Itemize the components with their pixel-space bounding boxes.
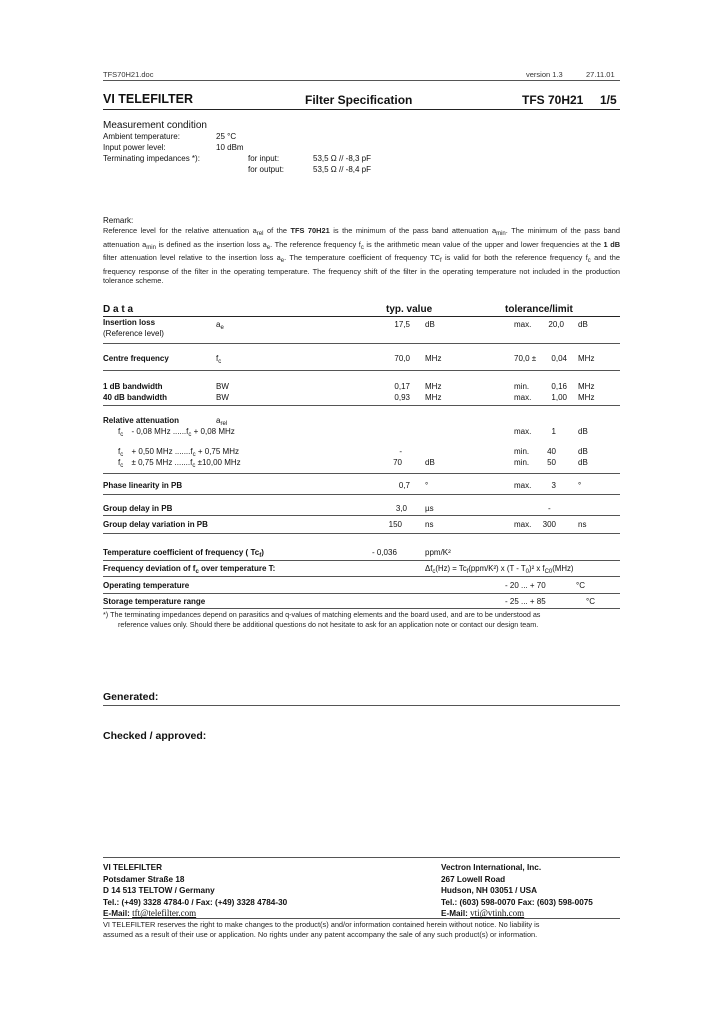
terminating-label: Terminating impedances *):	[103, 154, 200, 163]
output-label: for output:	[248, 165, 285, 174]
page-title: Filter Specification	[305, 93, 413, 107]
rule	[103, 608, 620, 609]
rel-atten-row3-value: 70	[393, 458, 402, 467]
group-delay-var-tol-kind: max.	[514, 520, 532, 529]
rule	[103, 593, 620, 594]
generated-label: Generated:	[103, 691, 159, 703]
rel-atten-row2-value: -	[399, 447, 402, 456]
phase-linearity-value: 0,7	[398, 481, 410, 490]
measurement-heading: Measurement condition	[103, 120, 207, 131]
operating-temp-label: Operating temperature	[103, 581, 190, 590]
top-rule	[103, 80, 620, 81]
footnote: *) The terminating impedances depend on parasitics and q-values of matching elements and the board used, and are to be understood as	[103, 610, 541, 619]
footnote-line2: reference values only. Should there be additional questions do not hesitate to ask for an application note or contact our design team.	[118, 620, 539, 629]
rel-atten-row1: $f_c - 0,08$ MHz $......f_c + 0,08$ MHz	[118, 427, 235, 438]
title-rule	[103, 109, 620, 110]
rule	[103, 515, 620, 516]
group-delay-value: 3,0	[395, 504, 407, 513]
insertion-loss-tol-unit: dB	[578, 320, 588, 329]
insertion-loss-tol-value: 20,0	[548, 320, 564, 329]
bw40-unit: MHz	[425, 393, 442, 402]
bw40-tol-value: 1,00	[551, 393, 567, 402]
centre-frequency-tol-unit: MHz	[578, 354, 595, 363]
table-header-rule	[103, 316, 620, 317]
rule	[103, 405, 620, 406]
freq-deviation-label: Frequency deviation of $f_c$ over temperature T:	[103, 564, 276, 575]
group-delay-var-tol-value: 300	[542, 520, 556, 529]
rule	[103, 494, 620, 495]
version: version 1.3	[526, 70, 563, 79]
temp-coeff-value: - 0,036	[372, 548, 397, 557]
rule	[103, 370, 620, 371]
storage-temp-label: Storage temperature range	[103, 597, 206, 606]
rule	[103, 473, 620, 474]
centre-frequency-label: Centre frequency	[103, 354, 169, 363]
temp-coeff-unit: ppm/K²	[425, 548, 451, 557]
reference-level-label: (Reference level)	[103, 329, 164, 338]
centre-frequency-unit: MHz	[425, 354, 442, 363]
bw1-symbol: BW	[216, 382, 229, 391]
phase-linearity-tol-unit: °	[578, 481, 582, 490]
phase-linearity-tol-value: 3	[551, 481, 556, 490]
rel-atten-symbol: $a_{rel}$	[216, 416, 228, 427]
footer-left-address: VI TELEFILTER Potsdamer Straße 18 D 14 513 TELTOW / Germany Tel.: (+49) 3328 4784-0 / Fax: (+49) 3328 4784-30 E-Mail: tft@telefilter.com	[103, 863, 288, 919]
file-name: TFS70H21.doc	[103, 70, 154, 79]
bw40-tol-kind: max.	[514, 393, 532, 402]
insertion-loss-label: Insertion loss	[103, 318, 156, 327]
bw1-tol-kind: min.	[514, 382, 530, 391]
output-value: 53,5 Ω // -8,4 pF	[313, 165, 372, 174]
group-delay-var-unit: ns	[425, 520, 434, 529]
remark-heading: Remark:	[103, 216, 134, 225]
bw40-tol-unit: MHz	[578, 393, 595, 402]
bw40-label: 40 dB bandwidth	[103, 393, 167, 402]
group-delay-var-value: 150	[388, 520, 402, 529]
insertion-loss-value: 17,5	[394, 320, 410, 329]
footer-left-email[interactable]: tft@telefilter.com	[132, 908, 197, 919]
bw40-value: 0,93	[394, 393, 410, 402]
phase-linearity-tol-kind: max.	[514, 481, 532, 490]
bw1-tol-value: 0,16	[551, 382, 567, 391]
rel-atten-label: Relative attenuation	[103, 416, 180, 425]
rel-atten-row3-tol-value: 50	[547, 458, 556, 467]
insertion-loss-unit: dB	[425, 320, 435, 329]
rel-atten-row1-tol-value: 1	[551, 427, 556, 436]
phase-linearity-label: Phase linearity in PB	[103, 481, 183, 490]
typ-value-heading: typ. value	[386, 304, 433, 315]
bw40-symbol: BW	[216, 393, 229, 402]
rule	[103, 576, 620, 577]
group-delay-var-tol-unit: ns	[578, 520, 587, 529]
bw1-value: 0,17	[394, 382, 410, 391]
rel-atten-row2-tol-kind: min.	[514, 447, 530, 456]
input-label: for input:	[248, 154, 280, 163]
footer-right-address: Vectron International, Inc. 267 Lowell Road Hudson, NH 03051 / USA Tel.: (603) 598-0070 Fax: (603) 598-0075 E-Mail: vti@vtinh.com	[441, 863, 593, 919]
centre-frequency-value: 70,0	[394, 354, 410, 363]
rel-atten-row3-tol-unit: dB	[578, 458, 588, 467]
group-delay-unit: µs	[425, 504, 434, 513]
group-delay-label: Group delay in PB	[103, 504, 173, 513]
centre-frequency-tol-kind: 70,0 ±	[514, 354, 537, 363]
rel-atten-row1-tol-unit: dB	[578, 427, 588, 436]
rel-atten-row1-tol-kind: max.	[514, 427, 532, 436]
ambient-label: Ambient temperature:	[103, 132, 180, 141]
disclaimer-line1: VI TELEFILTER reserves the right to make changes to the product(s) and/or information contained herein without notice. No liability is	[103, 920, 540, 929]
storage-temp-unit: °C	[586, 597, 595, 606]
data-heading: D a t a	[103, 304, 134, 315]
footer-rule	[103, 857, 620, 858]
rel-atten-row3-unit: dB	[425, 458, 435, 467]
power-value: 10 dBm	[216, 143, 244, 152]
checked-label: Checked / approved:	[103, 730, 207, 742]
bw1-unit: MHz	[425, 382, 442, 391]
group-delay-var-label: Group delay variation in PB	[103, 520, 208, 529]
footer-rule-2	[103, 918, 620, 919]
rule	[103, 533, 620, 534]
rel-atten-row2-tol-value: 40	[547, 447, 556, 456]
power-label: Input power level:	[103, 143, 166, 152]
rel-atten-row2: $f_c + 0,50$ MHz $.......f_c + 0,75$ MHz	[118, 447, 239, 458]
rule	[103, 560, 620, 561]
tolerance-heading: tolerance/limit	[505, 304, 573, 315]
bw1-label: 1 dB bandwidth	[103, 382, 163, 391]
rel-atten-row3-tol-kind: min.	[514, 458, 530, 467]
centre-frequency-symbol: $f_c$	[216, 354, 222, 365]
input-value: 53,5 Ω // -8,3 pF	[313, 154, 372, 163]
operating-temp-unit: °C	[576, 581, 585, 590]
temp-coeff-label: Temperature coefficient of frequency ( $Tc_f$)	[103, 548, 264, 559]
disclaimer-line2: assumed as a result of their use or application. No rights under any patent accompany the sale of any such product(s) or information.	[103, 930, 538, 939]
operating-temp-value: - 20 ... + 70	[505, 581, 546, 590]
insertion-loss-tol-kind: max.	[514, 320, 532, 329]
phase-linearity-unit: °	[425, 481, 429, 490]
bw1-tol-unit: MHz	[578, 382, 595, 391]
rel-atten-row3: $f_c \pm 0,75$ MHz $.......f_c \pm 10,00$ MHz	[118, 458, 241, 469]
freq-deviation-formula: $\Delta f_c(Hz) = Tc_f(ppm/K^2)$ x $(T - T_0)^2$ x $f_{C0}(MHz)$	[425, 564, 574, 575]
part-number: TFS 70H21	[522, 93, 584, 107]
centre-frequency-tol-value: 0,04	[551, 354, 567, 363]
page-number: 1/5	[600, 93, 617, 107]
group-delay-tol-value: -	[548, 504, 551, 513]
remark-paragraph: Reference level for the relative attenuation $a_{rel}$ of the TFS 70H21 is the minimum of the pass band attenuation $a_{min}$. The minimum of the pass band attenuation $a_{min}$ is defined as the insertion loss $a_e$. The reference frequency $f_c$ is the arithmetic mean value of the upper and lower frequencies at the 1 dB filter attenuation level relative to the insertion loss $a_e$. The temperature coefficient of frequency $TC_f$ is valid for both the reference frequency $f_c$ and the frequency response of the filter in the operating temperature. The frequency shift of the filter in the operating temperature not included in the production tolerance scheme.	[103, 226, 621, 286]
rel-atten-row2-tol-unit: dB	[578, 447, 588, 456]
footer-right-email[interactable]: vti@vtinh.com	[470, 908, 525, 919]
insertion-loss-symbol: $a_e$	[216, 320, 224, 331]
doc-date: 27.11.01	[586, 70, 615, 79]
storage-temp-value: - 25 ... + 85	[505, 597, 546, 606]
generated-rule	[103, 705, 620, 706]
company-title: VI TELEFILTER	[103, 92, 194, 106]
rule	[103, 343, 620, 344]
ambient-value: 25 °C	[216, 132, 237, 141]
